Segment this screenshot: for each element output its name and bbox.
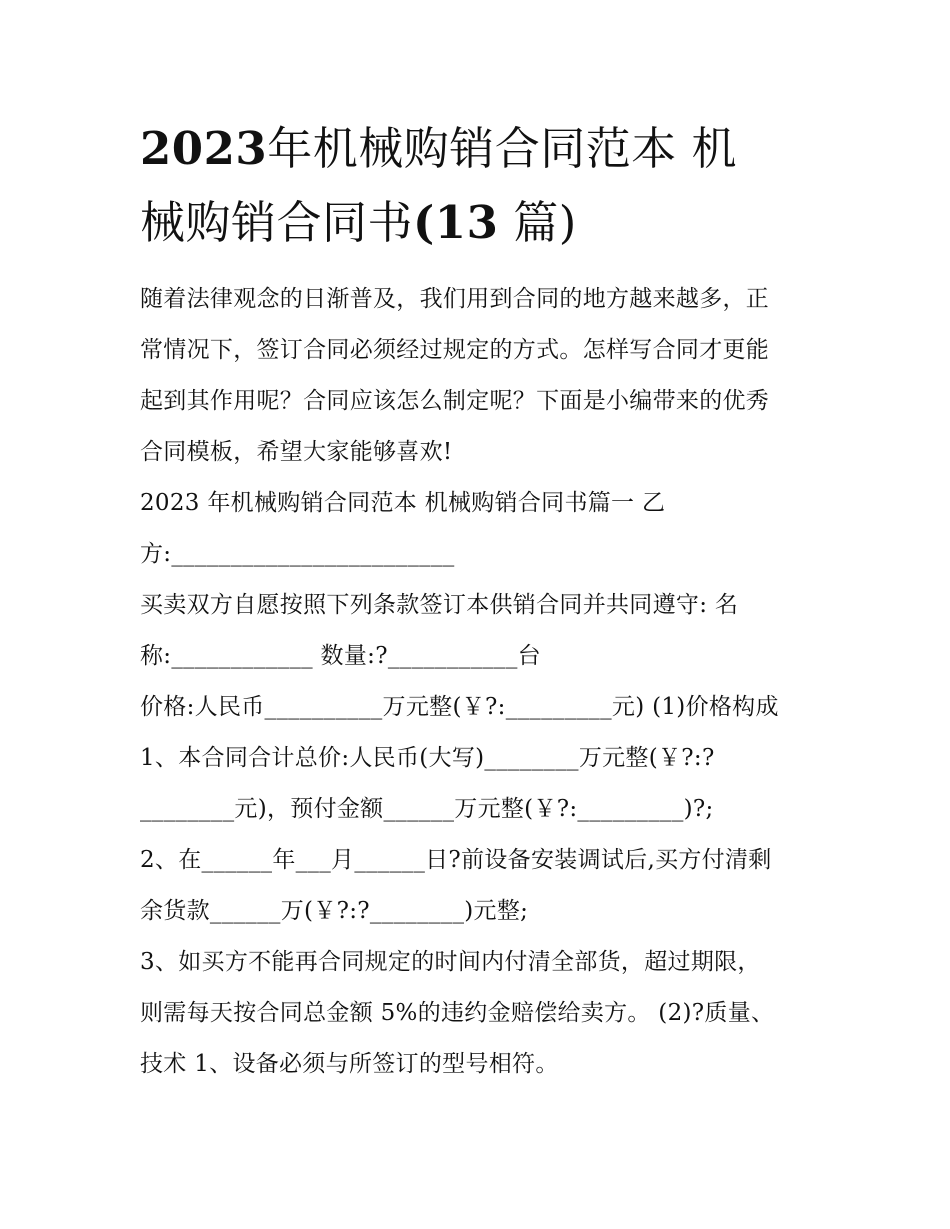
title-text-3: 篇) [513,196,577,249]
body-line: 2、在______年___月______日?前设备安装调试后,买方付清剩 [140,847,772,873]
title-line-1 [140,112,820,186]
document-page [140,112,820,1090]
title-year: 2023 [140,122,268,175]
body-line: 3、如买方不能再合同规定的时间内付清全部货，超过期限， [140,949,761,975]
title-count: (13 [413,196,499,249]
document-title [140,112,820,260]
body-line: 称:____________ 数量:?___________台 [140,643,541,669]
body-line: 随着法律观念的日渐普及，我们用到合同的地方越来越多，正 [140,286,770,312]
body-line: 合同模板，希望大家能够喜欢! [140,439,453,465]
body-line: ________元)，预付金额______万元整(￥?:_________)?; [140,796,714,822]
title-text-1: 年机械购销合同范本 机 [267,122,738,175]
title-line-2 [140,186,820,260]
body-line: 技术 1、设备必须与所签订的型号相符。 [140,1051,559,1077]
body-line: 余货款______万(￥?:?________)元整; [140,898,529,924]
document-body [140,274,820,1090]
body-line: 价格:人民币__________万元整(￥?:_________元) (1)价格构成 [140,694,779,720]
body-line: 1、本合同合计总价:人民币(大写)________万元整(￥?:? [140,745,715,771]
body-line: 起到其作用呢？合同应该怎么制定呢？下面是小编带来的优秀 [140,388,770,414]
title-text-2: 械购销合同书 [140,196,414,249]
body-line: 方:________________________ [140,541,455,567]
body-line: 常情况下，签订合同必须经过规定的方式。怎样写合同才更能 [140,337,770,363]
body-line: 买卖双方自愿按照下列条款签订本供销合同并共同遵守: 名 [140,592,739,618]
body-line: 则需每天按合同总金额 5%的违约金赔偿给卖方。 (2)?质量、 [140,1000,775,1026]
section-heading: 2023 年机械购销合同范本 机械购销合同书篇一 乙 [140,490,666,516]
